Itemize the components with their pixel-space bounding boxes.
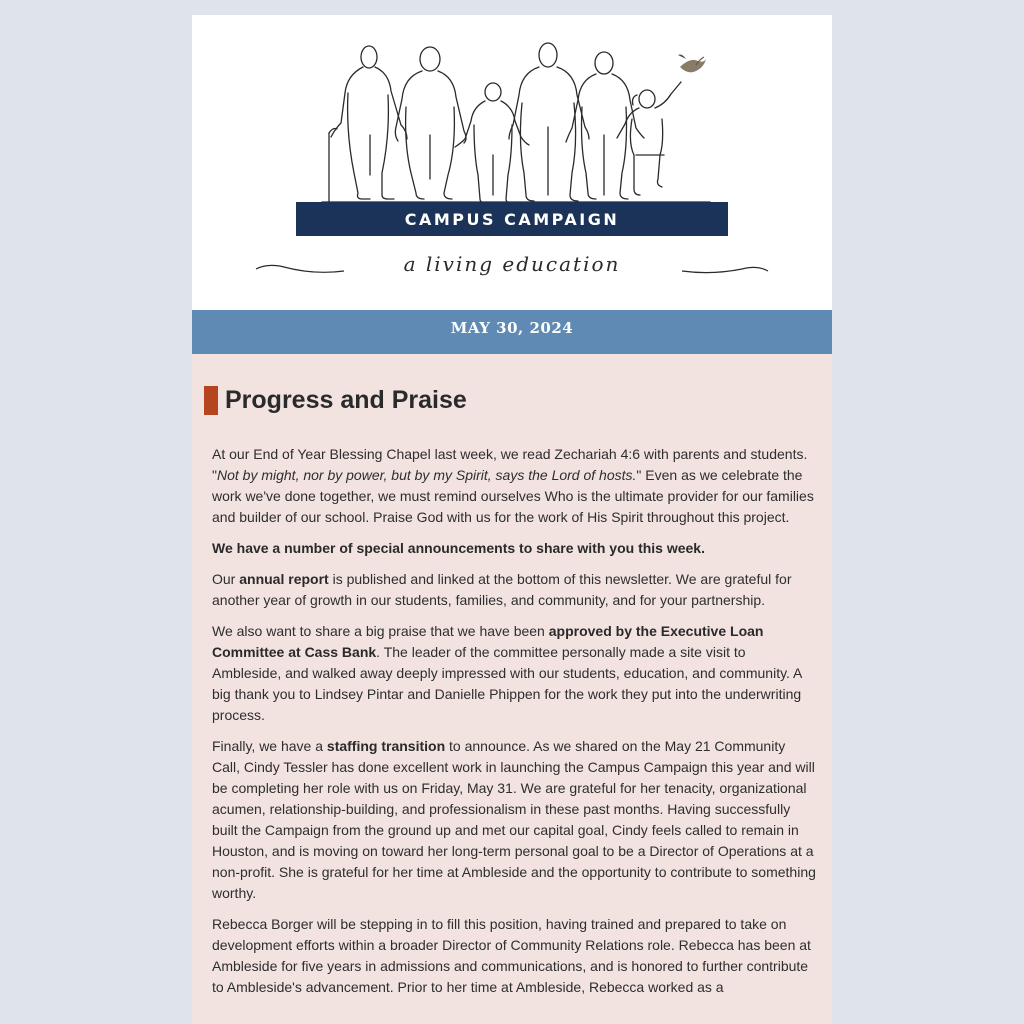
section-title: Progress and Praise bbox=[225, 385, 467, 414]
section-heading bbox=[204, 385, 467, 415]
campaign-banner: CAMPUS CAMPAIGN bbox=[296, 202, 728, 236]
paragraph-3: Our annual report is published and linked at the bottom of this newsletter. We are grateful for another year of growth in our students, families, and community, and for your partnership. bbox=[212, 571, 792, 608]
scripture-quote: Not by might, nor by power, but by my Spirit, says the Lord of hosts. bbox=[216, 467, 637, 483]
paragraph-2: We have a number of special announcements to share with you this week. bbox=[212, 540, 705, 556]
newsletter-date: MAY 30, 2024 bbox=[450, 319, 574, 337]
header-hero bbox=[192, 15, 832, 337]
date-band bbox=[192, 310, 832, 354]
accent-bar bbox=[204, 386, 218, 415]
article-section bbox=[192, 354, 832, 1024]
paragraph-5: Finally, we have a staffing transition to announce. As we shared on the May 21 Community Call, Cindy Tessler has done excellent work in launching the Campus Campaign this year and will be completing her role with us on Friday, May 31. We are grateful for her tenacity, organizational acumen, relationship-building, and professionalism in these past months. Having successfully built the Campaign from the ground up and met our capital goal, Cindy feels called to remain in Houston, and is moving on toward her long-term personal goal to be a Director of Operations at a non-profit. She is grateful for her time at Ambleside and the opportunity to contribute to something worthy. bbox=[212, 738, 816, 901]
figure-mother bbox=[566, 52, 644, 199]
paragraph-4: We also want to share a big praise that we have been approved by the Executive Loan Committee at Cass Bank. The leader of the committee personally made a site visit to Ambleside, and walked away deeply impressed with our students, education, and community. A big thank you to Lindsey Pintar and Danielle Phippen for the work they put into the underwriting process. bbox=[212, 623, 802, 723]
tagline: a living education bbox=[403, 252, 621, 276]
paragraph-6: Rebecca Borger will be stepping in to fill this position, having trained and prepared to take on development efforts within a broader Director of Community Relations role. Rebecca has been at Ambleside for five years in admissions and communications, and is honored to further contribute to Ambleside's advancement. Prior to her time at Ambleside, Rebecca worked as a bbox=[212, 916, 811, 995]
figure-elder bbox=[329, 46, 407, 202]
newsletter-card bbox=[192, 15, 832, 1024]
family-illustration bbox=[192, 15, 832, 215]
article-body bbox=[212, 444, 816, 1008]
figure-man bbox=[509, 43, 589, 201]
paragraph-1: At our End of Year Blessing Chapel last week, we read Zechariah 4:6 with parents and students. "Not by might, nor by power, but by my Spirit, says the Lord of hosts." Even as we celebrate the work we've done together, we must remind ourselves Who is the ultimate provider for our families and builder of our school. Praise God with us for the work of His Spirit throughout this project. bbox=[212, 446, 814, 525]
figure-woman bbox=[395, 47, 466, 199]
bird-icon bbox=[678, 55, 706, 73]
